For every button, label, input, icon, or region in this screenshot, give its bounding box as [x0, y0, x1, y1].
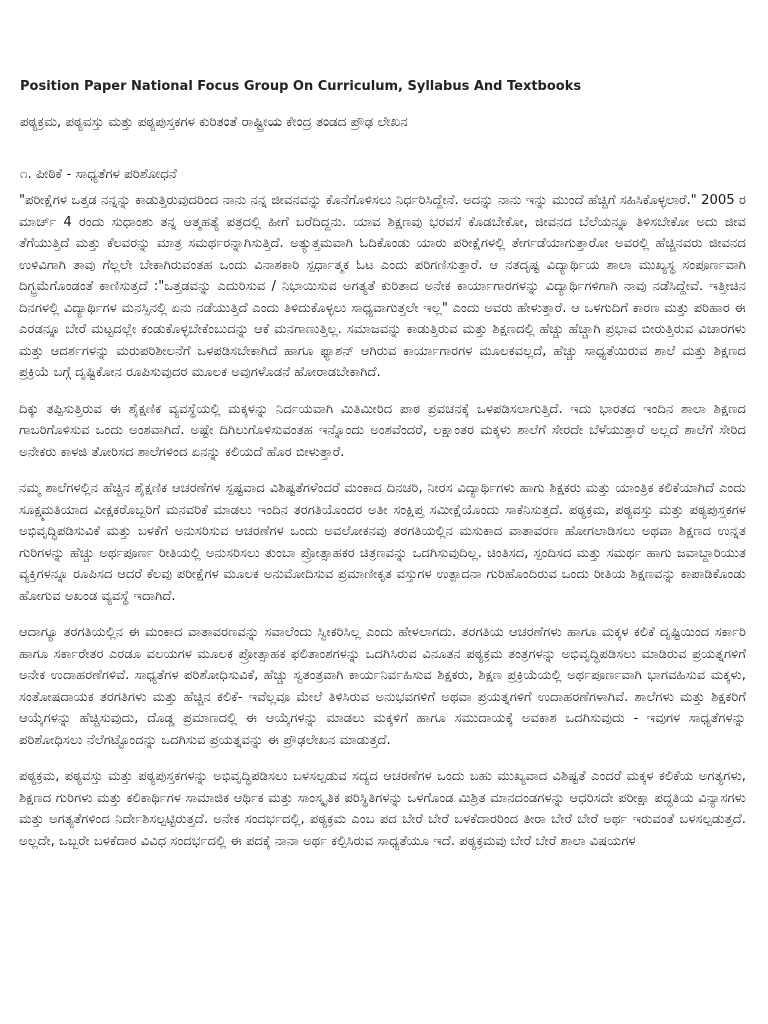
body-text — [19, 190, 746, 867]
paragraph-3: ನಮ್ಮ ಶಾಲೆಗಳಲ್ಲಿನ ಹೆಚ್ಚಿನ ಶೈಕ್ಷಣಿಕ ಆಚರಣೆಗಳ ಸ್ಪಷ್ಟವಾದ ವಿಶಿಷ್ಟತೆಗಳೆಂದರೆ ಮಂಕಾದ ದಿನಚರಿ, ನೀರಸ ವಿದ್ಯಾರ್ಥಿಗಳು ಹಾಗು ಶಿಕ್ಷಕರು ಮತ್ತು ಯಾಂತ್ರಿಕ ಕಲಿಕೆಯಾಗಿದೆ ಎಂದು ಸೂಕ್ಷ್ಮಮತಿಯಾದ ವೀಕ್ಷಕರೊಬ್ಬರಿಗೆ ಮನವರಿಕೆ ಮಾಡಲು ಇಂದಿನ ತರಗತಿಯೊಂದರ ಅತೀ ಸಂಕ್ಷಿಪ್ತ ಸಮೀಕ್ಷೆಯೊಂದು ಸಾಕೆನಿಸುತ್ತದೆ. ಪಠ್ಯಕ್ರಮ, ಪಠ್ಯವಸ್ತು ಮತ್ತು ಪಠ್ಯಪುಸ್ತಕಗಳ ಅಭಿವೃದ್ಧಿಪಡಿಸುವಿಕೆ ಮತ್ತು ಬಳಕೆಗೆ ಅನುಸರಿಸುವ ಆಚರಣೆಗಳ ಒಂದು ಅವಲೋಕನವು ತರಗತಿಯಲ್ಲಿನ ಮಸುಕಾದ ವಾತಾವರಣ ಹೋಗಲಾಡಿಸಲು ಅಥವಾ ಶಿಕ್ಷಣದ ಉನ್ನತ ಗುರಿಗಳನ್ನು ಹೆಚ್ಚು ಅರ್ಥಪೂರ್ಣ ರೀತಿಯಲ್ಲಿ ಅನುಸರಿಸಲು ತುಂಬಾ ಪ್ರೋತ್ಸಾಹಕರ ಚಿತ್ರಣವನ್ನು ಒದಗಿಸುವುದಿಲ್ಲ. ಚಿಂತಿಸದ, ಸ್ಪಂದಿಸದ ಮತ್ತು ಸಮರ್ಥ ಹಾಗು ಜವಾಬ್ದಾರಿಯುತ ವ್ಯಕ್ತಿಗಳನ್ನೂ ರೂಪಿಸದ ಆದರೆ ಕೆಲವು ಪರೀಕ್ಷೆಗಳ ಮೂಲಕ ಅನುಮೋದಿಸುವ ಪ್ರಮಾಣೀಕೃತ ವಸ್ತುಗಳ ಉತ್ಪಾದನಾ ಗುರಿಹೊಂದಿರುವ ಒಂದು ರೀತಿಯ ಶಿಕ್ಷಣವನ್ನು ಕಾಪಾಡಿಕೊಂಡು ಹೋಗುವ ಅಖಂಡ ವ್ಯವಸ್ಥೆ ಇದಾಗಿದೆ. — [19, 481, 746, 604]
paragraph-4: ಆದಾಗ್ಯೂ ತರಗತಿಯಲ್ಲಿನ ಈ ಮಂಕಾದ ವಾತಾವರಣವನ್ನು ಸವಾಲೆಂದು ಸ್ವೀಕರಿಸಿಲ್ಲ ಎಂದು ಹೇಳಲಾಗದು. ತರಗತಿಯ ಆಚರಣೆಗಳು ಹಾಗೂ ಮಕ್ಕಳ ಕಲಿಕೆ ದೃಷ್ಟಿಯಿಂದ ಸರ್ಕಾರಿ ಹಾಗೂ ಸರ್ಕಾರೇತರ ಎರಡೂ ವಲಯಗಳ ಮೂಲಕ ಪ್ರೋತ್ಸಾಹಕ ಫಲಿತಾಂಶಗಳನ್ನು ಒದಗಿಸಿರುವ ವಿನೂತನ ಪಠ್ಯಕ್ರಮ ತಂತ್ರಗಳನ್ನು ಅಭಿವೃದ್ಧಿಪಡಿಸಲು ಮಾಡಿರುವ ಪ್ರಯತ್ನಗಳಿಗೆ ಅನೇಕ ಉದಾಹರಣೆಗಳಿವೆ. ಸಾಧ್ಯತೆಗಳ ಪರಿಶೋಧಿಸುವಿಕೆ, ಹೆಚ್ಚು ಸ್ವತಂತ್ರವಾಗಿ ಕಾರ್ಯನಿರ್ವಹಿಸುವ ಶಿಕ್ಷಕರು, ಶಿಕ್ಷಣ ಪ್ರಕ್ರಿಯೆಯಲ್ಲಿ ಅರ್ಥಪೂರ್ಣವಾಗಿ ಭಾಗವಹಿಸುವ ಮಕ್ಕಳು, ಸಂತೋಷದಾಯಕ ತರಗತಿಗಳು ಮತ್ತು ಹೆಚ್ಚಿನ ಕಲಿಕೆ- ಇವೆಲ್ಲವೂ ಮೇಲೆ ತಿಳಿಸಿರುವ ಅನುಭವಗಳಿಗೆ ಅಥವಾ ಪ್ರಯತ್ನಗಳಿಗೆ ಉದಾಹರಣೆಗಳಾಗಿವೆ. ಶಾಲೆಗಳು ಮತ್ತು ಶಿಕ್ಷಕರಿಗೆ ಆಯ್ಕೆಗಳನ್ನು ಹೆಚ್ಚಿಸುವುದು, ದೊಡ್ಡ ಪ್ರಮಾಣದಲ್ಲಿ ಈ ಆಯ್ಕೆಗಳನ್ನು ಮಾಡಲು ಮಕ್ಕಳಿಗೆ ಹಾಗೂ ಸಮುದಾಯಕ್ಕೆ ಅವಕಾಶ ಒದಗಿಸುವುದು - ಇವುಗಳ ಸಾಧ್ಯತೆಗಳನ್ನು ಪರಿಶೋಧಿಸಲು ನೆಲೆಗಟ್ಟೊಂದನ್ನು ಒದಗಿಸುವ ಪ್ರಯತ್ನವನ್ನು ಈ ಪ್ರೌಢಲೇಖನ ಮಾಡುತ್ತದೆ. — [19, 625, 746, 748]
paragraph-1: "ಪರೀಕ್ಷೆಗಳ ಒತ್ತಡ ನನ್ನನ್ನು ಕಾಡುತ್ತಿರುವುದರಿಂದ ನಾನು ನನ್ನ ಜೀವನವನ್ನು ಕೊನೆಗೊಳಿಸಲು ನಿರ್ಧರಿಸಿದ್ದೇನೆ. ಅದನ್ನು ನಾನು ಇನ್ನು ಮುಂದೆ ಹೆಚ್ಚಿಗೆ ಸಹಿಸಿಕೊಳ್ಳಲಾರೆ." 2005 ರ ಮಾರ್ಚ್ 4 ರಂದು ಸುಧಾಂಶು ತನ್ನ ಆತ್ಮಹತ್ಯೆ ಪತ್ರದಲ್ಲಿ ಹೀಗೆ ಬರೆದಿದ್ದನು. ಯಾವ ಶಿಕ್ಷಣವು ಭರವಸೆ ಕೊಡಬೇಕೋ, ಜೀವನದ ಬೆಲೆಯನ್ನೂ ತಿಳಿಸಬೇಕೋ ಅದು ಜೀವ ತೆಗೆಯುತ್ತಿದೆ ಮತ್ತು ಕೆಲವರನ್ನು ಮಾತ್ರ ಸಮರ್ಥರನ್ನಾಗಿಸುತ್ತಿದೆ. ಅತ್ಯುತ್ತಮವಾಗಿ ಓದಿಕೊಂಡು ಯಾರು ಪರೀಕ್ಷೆಗಳಲ್ಲಿ ತೇರ್ಗಡೆಯಾಗುತ್ತಾರೋ ಅವರಲ್ಲಿ ಹೆಚ್ಚಿನವರು ಜೀವನದ ಉಳಿವಿಗಾಗಿ ತಾವು ಗೆಲ್ಲಲೇ ಬೇಕಾಗಿರುವಂತಹ ಒಂದು ವಿನಾಶಕಾರಿ ಸ್ಪರ್ಧಾತ್ಮಕ ಓಟ ಎಂದು ಪರಿಗಣಿಸುತ್ತಾರೆ. ಆ ನತದೃಷ್ಟ ವಿದ್ಯಾರ್ಥಿಯ ಶಾಲಾ ಮುಖ್ಯಸ್ಥ ಸಂಪೂರ್ಣವಾಗಿ ದಿಗ್ಭ್ರಮೆಗೊಂಡಂತೆ ಕಾಣಿಸುತ್ತದೆ :"ಒತ್ತಡವನ್ನು ಎದುರಿಸುವ / ನಿಭಾಯಿಸುವ ಅಗತ್ಯತೆ ಕುರಿತಾದ ಅನೇಕ ಕಾರ್ಯಾಗಾರಗಳನ್ನು ವಿದ್ಯಾರ್ಥಿಗಳಿಗಾಗಿ ನಾವು ನಡೆಸಿದ್ದೇವೆ. ಇತ್ತೀಚಿನ ದಿನಗಳಲ್ಲಿ ವಿದ್ಯಾರ್ಥಿಗಳ ಮನಸ್ಸಿನಲ್ಲಿ ಏನು ನಡೆಯುತ್ತಿದೆ ಎಂದು ತಿಳಿದುಕೊಳ್ಳಲು ಸಾಧ್ಯವಾಗುತ್ತಲೇ ಇಲ್ಲ" ಎಂದು ಅವರು ಹೇಳುತ್ತಾರೆ. ಆ ಒಳಗುದಿಗೆ ಕಾರಣ ಮತ್ತು ಪರಿಹಾರ ಈ ಎರಡನ್ನೂ ಬೇರೆ ಮಟ್ಟದಲ್ಲೇ ಕಂಡುಕೊಳ್ಳಬೇಕೆಂಬುದನ್ನು ಆಕೆ ಮನಗಾಣುತ್ತಿಲ್ಲ. ಸಮಾಜವನ್ನು ಕಾಡುತ್ತಿರುವ ಮತ್ತು ಶಿಕ್ಷಣದಲ್ಲಿ ಹೆಚ್ಚು ಹೆಚ್ಚಾಗಿ ಪ್ರಭಾವ ಬೀರುತ್ತಿರುವ ವಿಚಾರಗಳು ಮತ್ತು ಆದರ್ಶಗಳನ್ನು ಮರುಪರಿಶೀಲನೆಗೆ ಒಳಪಡಿಸಬೇಕಾಗಿದೆ ಹಾಗೂ ಫ್ಯಾಶನ್ ಆಗಿರುವ ಕಾರ್ಯಾಗಾರಗಳ ಮೂಲಕವಲ್ಲದೆ, ಹೆಚ್ಚು ಸಾಧ್ಯತೆಯಿರುವ ಶಾಲೆ ಮತ್ತು ಶಿಕ್ಷಣದ ಪ್ರಕ್ರಿಯೆ ಬಗ್ಗೆ ದೃಷ್ಟಿಕೋನ ರೂಪಿಸುವುದರ ಮೂಲಕ ಅವುಗಳೊಡನೆ ಹೋರಾಡಬೇಕಾಗಿದೆ. — [19, 193, 746, 380]
paragraph-5: ಪಠ್ಯಕ್ರಮ, ಪಠ್ಯವಸ್ತು ಮತ್ತು ಪಠ್ಯಪುಸ್ತಕಗಳನ್ನು ಅಭಿವೃದ್ಧಿಪಡಿಸಲು ಬಳಸಲ್ಪಡುವ ಸದ್ಯದ ಆಚರಣೆಗಳ ಒಂದು ಬಹು ಮುಖ್ಯವಾದ ವಿಶಿಷ್ಟತೆ ಎಂದರೆ ಮಕ್ಕಳ ಕಲಿಕೆಯ ಅಗತ್ಯಗಳು, ಶಿಕ್ಷಣದ ಗುರಿಗಳು ಮತ್ತು ಕಲಿಕಾರ್ಥಿಗಳ ಸಾಮಾಜಿಕ ಆರ್ಥಿಕ ಮತ್ತು ಸಾಂಸ್ಕೃತಿಕ ಪರಿಸ್ಥಿತಿಗಳನ್ನು ಒಳಗೊಂಡ ಮಿಶ್ರಿತ ಮಾನದಂಡಗಳನ್ನು ಆಧರಿಸದೇ ಪರೀಕ್ಷಾ ಪದ್ಧತಿಯ ವಿನ್ಯಾಸಗಳು ಮತ್ತು ಅಗತ್ಯತೆಗಳಿಂದ ನಿರ್ದೇಶಿಸಲ್ಪಟ್ಟಿರುತ್ತದೆ. ಅನೇಕ ಸಂದರ್ಭದಲ್ಲಿ, ಪಠ್ಯಕ್ರಮ ಎಂಬ ಪದ ಬೇರೆ ಬೇರೆ ಬಳಕೆದಾರರಿಂದ ತೀರಾ ಬೇರೆ ಬೇರೆ ಅರ್ಥ ಇರುವಂತೆ ಬಳಸಲ್ಪಡುತ್ತದೆ. ಅಲ್ಲದೇ, ಒಬ್ಬರೇ ಬಳಕೆದಾರ ವಿವಿಧ ಸಂದರ್ಭದಲ್ಲಿ ಈ ಪದಕ್ಕೆ ನಾನಾ ಅರ್ಥ ಕಲ್ಪಿಸಿರುವ ಸಾಧ್ಯತೆಯೂ ಇದೆ. ಪಠ್ಯಕ್ರಮವು ಬೇರೆ ಬೇರೆ ಶಾಲಾ ವಿಷಯಗಳ — [19, 769, 746, 849]
paragraph-2: ದಿಕ್ಕು ತಪ್ಪಿಸುತ್ತಿರುವ ಈ ಶೈಕ್ಷಣಿಕ ವ್ಯವಸ್ಥೆಯಲ್ಲಿ ಮಕ್ಕಳನ್ನು ನಿರ್ದಯವಾಗಿ ಮಿತಿಮೀರಿದ ಪಾಠ ಪ್ರವಚನಕ್ಕೆ ಒಳಪಡಿಸಲಾಗುತ್ತಿದೆ. ಇದು ಭಾರತದ ಇಂದಿನ ಶಾಲಾ ಶಿಕ್ಷಣದ ಗಾಬರಿಗೊಳಿಸುವ ಒಂದು ಅಂಶವಾಗಿದೆ. ಅಷ್ಟೇ ದಿಗಿಲುಗೊಳಿಸುವಂತಹ ಇನ್ನೊಂದು ಅಂಶವೆಂದರೆ, ಲಕ್ಷಾಂತರ ಮಕ್ಕಳು ಶಾಲೆಗೆ ಸೇರದೇ ಬೆಳೆಯುತ್ತಾರೆ ಅಲ್ಲದೆ ಶಾಲೆಗೆ ಸೇರಿದ ಅನೇಕರು ಕಾಳಜಿ ತೋರಿಸದ ಶಾಲೆಗಳಿಂದ ಏನನ್ನು ಕಲಿಯದೆ ಹೊರ ಬೀಳುತ್ತಾರೆ. — [19, 401, 746, 460]
section-heading: ೧. ಪೀಠಿಕೆ - ಸಾಧ್ಯತೆಗಳ ಪರಿಶೋಧನೆ — [20, 167, 177, 182]
document-title: Position Paper National Focus Group On Curriculum, Syllabus And Textbooks — [20, 79, 582, 94]
document-subtitle: ಪಠ್ಯಕ್ರಮ, ಪಠ್ಯವಸ್ತು ಮತ್ತು ಪಠ್ಯಪುಸ್ತಕಗಳ ಕುರಿತಂತೆ ರಾಷ್ಟ್ರೀಯ ಕೇಂದ್ರ ತಂಡದ ಪ್ರೌಢ ಲೇಖನ — [20, 115, 408, 130]
